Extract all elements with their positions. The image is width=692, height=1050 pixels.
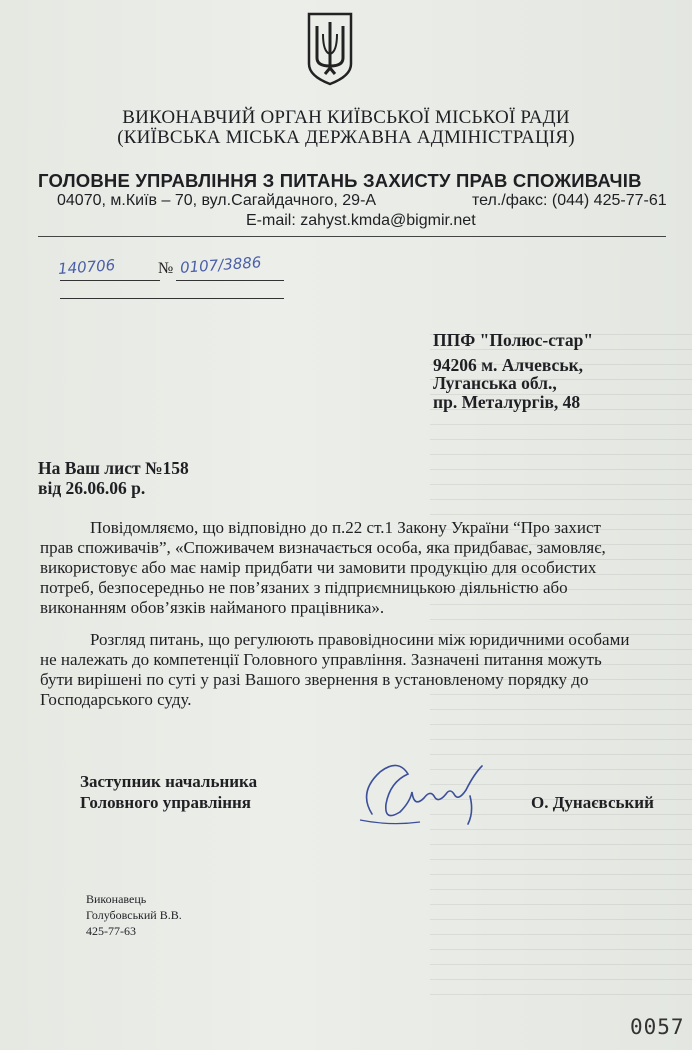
registration-number-label: №	[158, 260, 174, 277]
reference-letter-number: На Ваш лист №158	[38, 458, 189, 478]
org-name-line2: (КИЇВСЬКА МІСЬКА ДЕРЖАВНА АДМІНІСТРАЦІЯ)	[117, 127, 575, 148]
signatory-role-line1: Заступник начальника	[80, 772, 258, 791]
postal-address: 04070, м.Київ – 70, вул.Сагайдачного, 29-А	[57, 192, 377, 209]
letterhead-divider	[38, 236, 666, 237]
body-line: Господарського суду.	[40, 690, 192, 709]
document-serial-number: 0057	[630, 1015, 685, 1039]
body-line: Розгляд питань, що регулюють правовідносини між юридичними особами	[90, 630, 630, 649]
signatory-role-line2: Головного управління	[80, 793, 251, 812]
recipient-name: ППФ "Полюс-стар"	[433, 330, 594, 350]
phone-fax: тел./факс: (044) 425-77-61	[472, 192, 667, 209]
number-underline	[176, 280, 284, 281]
org-name-line1: ВИКОНАВЧИЙ ОРГАН КИЇВСЬКОЇ МІСЬКОЇ РАДИ	[122, 107, 570, 128]
email-address: E-mail: zahyst.kmda@bigmir.net	[246, 212, 476, 229]
signatory-name: О. Дунаєвський	[531, 793, 654, 812]
body-paragraph-1	[40, 518, 666, 618]
department-title: ГОЛОВНЕ УПРАВЛІННЯ З ПИТАНЬ ЗАХИСТУ ПРАВ СПОЖИВАЧІВ	[38, 170, 642, 191]
recipient-street: пр. Металургів, 48	[433, 392, 581, 412]
executor-name: Голубовський В.В.	[86, 908, 182, 922]
body-line: прав споживачів”, «Споживачем визначається особа, яка придбаває, замовляє,	[40, 538, 606, 557]
registration-date: 140706	[57, 256, 116, 278]
executor-phone: 425-77-63	[86, 924, 136, 938]
body-paragraph-2	[40, 630, 666, 710]
body-line: виконанням обов’язків найманого працівника».	[40, 598, 385, 617]
body-line: потреб, безпосередньо не пов’язаних з підприємницькою діяльністю або	[40, 578, 568, 597]
trident-emblem-icon	[305, 12, 355, 86]
recipient-city: 94206 м. Алчевськ,	[433, 355, 584, 375]
reference-letter-date: від 26.06.06 р.	[38, 478, 146, 498]
body-line: Повідомляємо, що відповідно до п.22 ст.1 Закону України “Про захист	[90, 518, 601, 537]
executor-label: Виконавець	[86, 892, 147, 906]
date-underline	[60, 280, 160, 281]
body-line: бути вирішені по суті у разі Вашого звернення в установленому порядку до	[40, 670, 589, 689]
body-line: використовує або має намір придбати чи замовити продукцію для особистих	[40, 558, 597, 577]
registration-number: 0107/3886	[179, 253, 262, 277]
blank-line	[60, 298, 284, 299]
recipient-region: Луганська обл.,	[433, 373, 557, 393]
handwritten-signature	[350, 752, 500, 832]
body-line: не належать до компетенції Головного управління. Зазначені питання можуть	[40, 650, 602, 669]
